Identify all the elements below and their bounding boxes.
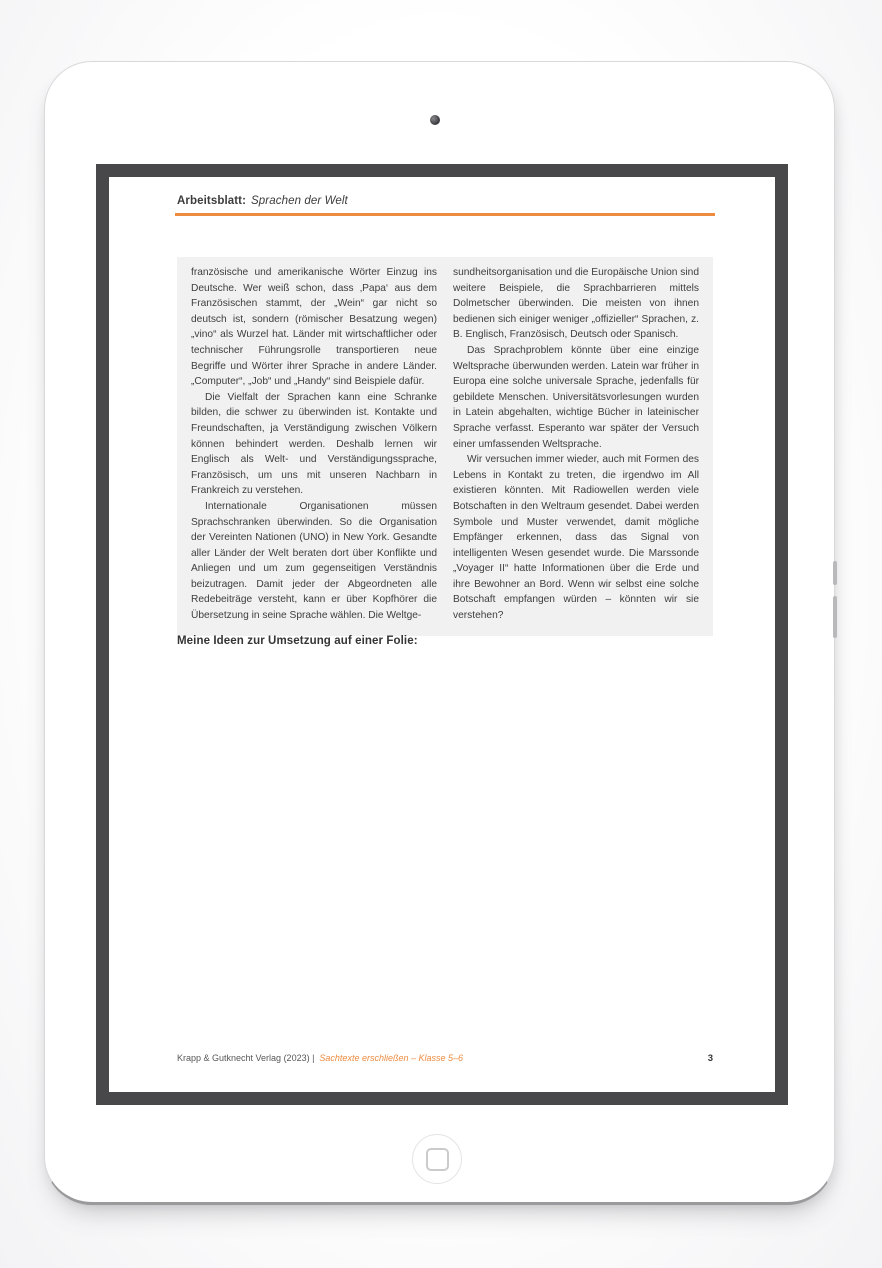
tablet-device (44, 61, 835, 1205)
header-rule-divider (175, 213, 715, 216)
article-paragraph: Das Sprachproblem könnte über eine einzige Weltsprache überwunden werden. Latein war früher in Europa eine solche universale Sprache, jedenfalls für gebildete Menschen. Universitätsvorlesungen wurden in Latein abgehalten, wichtige Bücher in lateinischer Sprache verfasst. Esperanto war später der Versuch einer umfassenden Weltsprache. (453, 344, 699, 450)
home-button-square-icon (426, 1148, 449, 1171)
article-column-left (191, 265, 437, 624)
worksheet-page (109, 177, 775, 1092)
page-footer (177, 1053, 713, 1064)
footer-publisher: Krapp & Gutknecht Verlag (2023) | (177, 1053, 315, 1063)
article-paragraph: sundheitsorganisation und die Europäische Union sind weitere Beispiele, die Sprachbarrieren mittels Dolmetscher überwinden. Die meisten von ihnen bedienen sich einiger weniger „offizieller“ Sprachen, z. B. Englisch, Französisch, Deutsch oder Spanisch. (453, 267, 699, 341)
article-paragraph: Wir versuchen immer wieder, auch mit Formen des Lebens in Kontakt zu treten, die irgendwo im All existieren könnten. Mit Radiowellen werden viele Botschaften in den Weltraum gesendet. Dabei werden Symbole und Muster verwendet, damit mögliche Empfänger erkennen, dass das Signal von intelligenten Wesen gesendet wurde. Die Marssonde „Voyager II“ hatte Informationen über die Erde und ihre Bewohner an Bord. Wenn wir selbst eine solche Botschaft empfangen würden – könnten wir sie verstehen? (453, 454, 699, 622)
document-viewer-frame (96, 164, 788, 1105)
volume-down-button[interactable] (833, 596, 837, 638)
worksheet-title: Sprachen der Welt (251, 195, 348, 207)
article-paragraph: französische und amerikanische Wörter Einzug ins Deutsche. Wer weiß schon, dass ‚Papa‘ aus dem Französischen stammt, der „Wein“ gar nicht so deutsch ist, sondern (römischer Besatzung wegen) „vino“ als Wurzel hat. Länder mit wirtschaftlicher oder technischer Führungsrolle transportieren neue Begriffe und Wörter ihrer Sprache in andere Länder. „Computer“, „Job“ und „Handy“ sind Beispiele dafür. (191, 267, 437, 388)
home-button[interactable] (412, 1134, 462, 1184)
article-paragraph: Die Vielfalt der Sprachen kann eine Schranke bilden, die schwer zu überwinden ist. Kontakte und Freundschaften, ja Verständigung zwischen Völkern können behindert werden. Deshalb lernen wir Englisch als Welt- und Verständigungssprache, Französisch, um uns mit unseren Nachbarn in Frankreich zu verstehen. (191, 391, 437, 497)
task-heading: Meine Ideen zur Umsetzung auf einer Folie: (177, 635, 418, 647)
article-column-right (453, 265, 699, 624)
page-number: 3 (707, 1053, 713, 1064)
footer-series-title: Sachtexte erschließen – Klasse 5–6 (319, 1053, 464, 1063)
worksheet-type-label: Arbeitsblatt: (177, 195, 247, 207)
page-header (177, 195, 348, 207)
article-paragraph: Internationale Organisationen müssen Sprachschranken überwinden. So die Organisation der Vereinten Nationen (UNO) in New York. Gesandte aller Länder der Welt beraten dort über Konflikte und Anliegen und um zum gegenseitigen Verständnis beizutragen. Damit jeder der Abgeordneten alle Redebeiträge versteht, kann er über Kopfhörer die Übersetzung in seine Sprache wählen. Die Weltge- (191, 500, 437, 622)
volume-up-button[interactable] (833, 561, 837, 585)
article-text-block (177, 257, 713, 636)
front-camera-icon (430, 115, 440, 125)
